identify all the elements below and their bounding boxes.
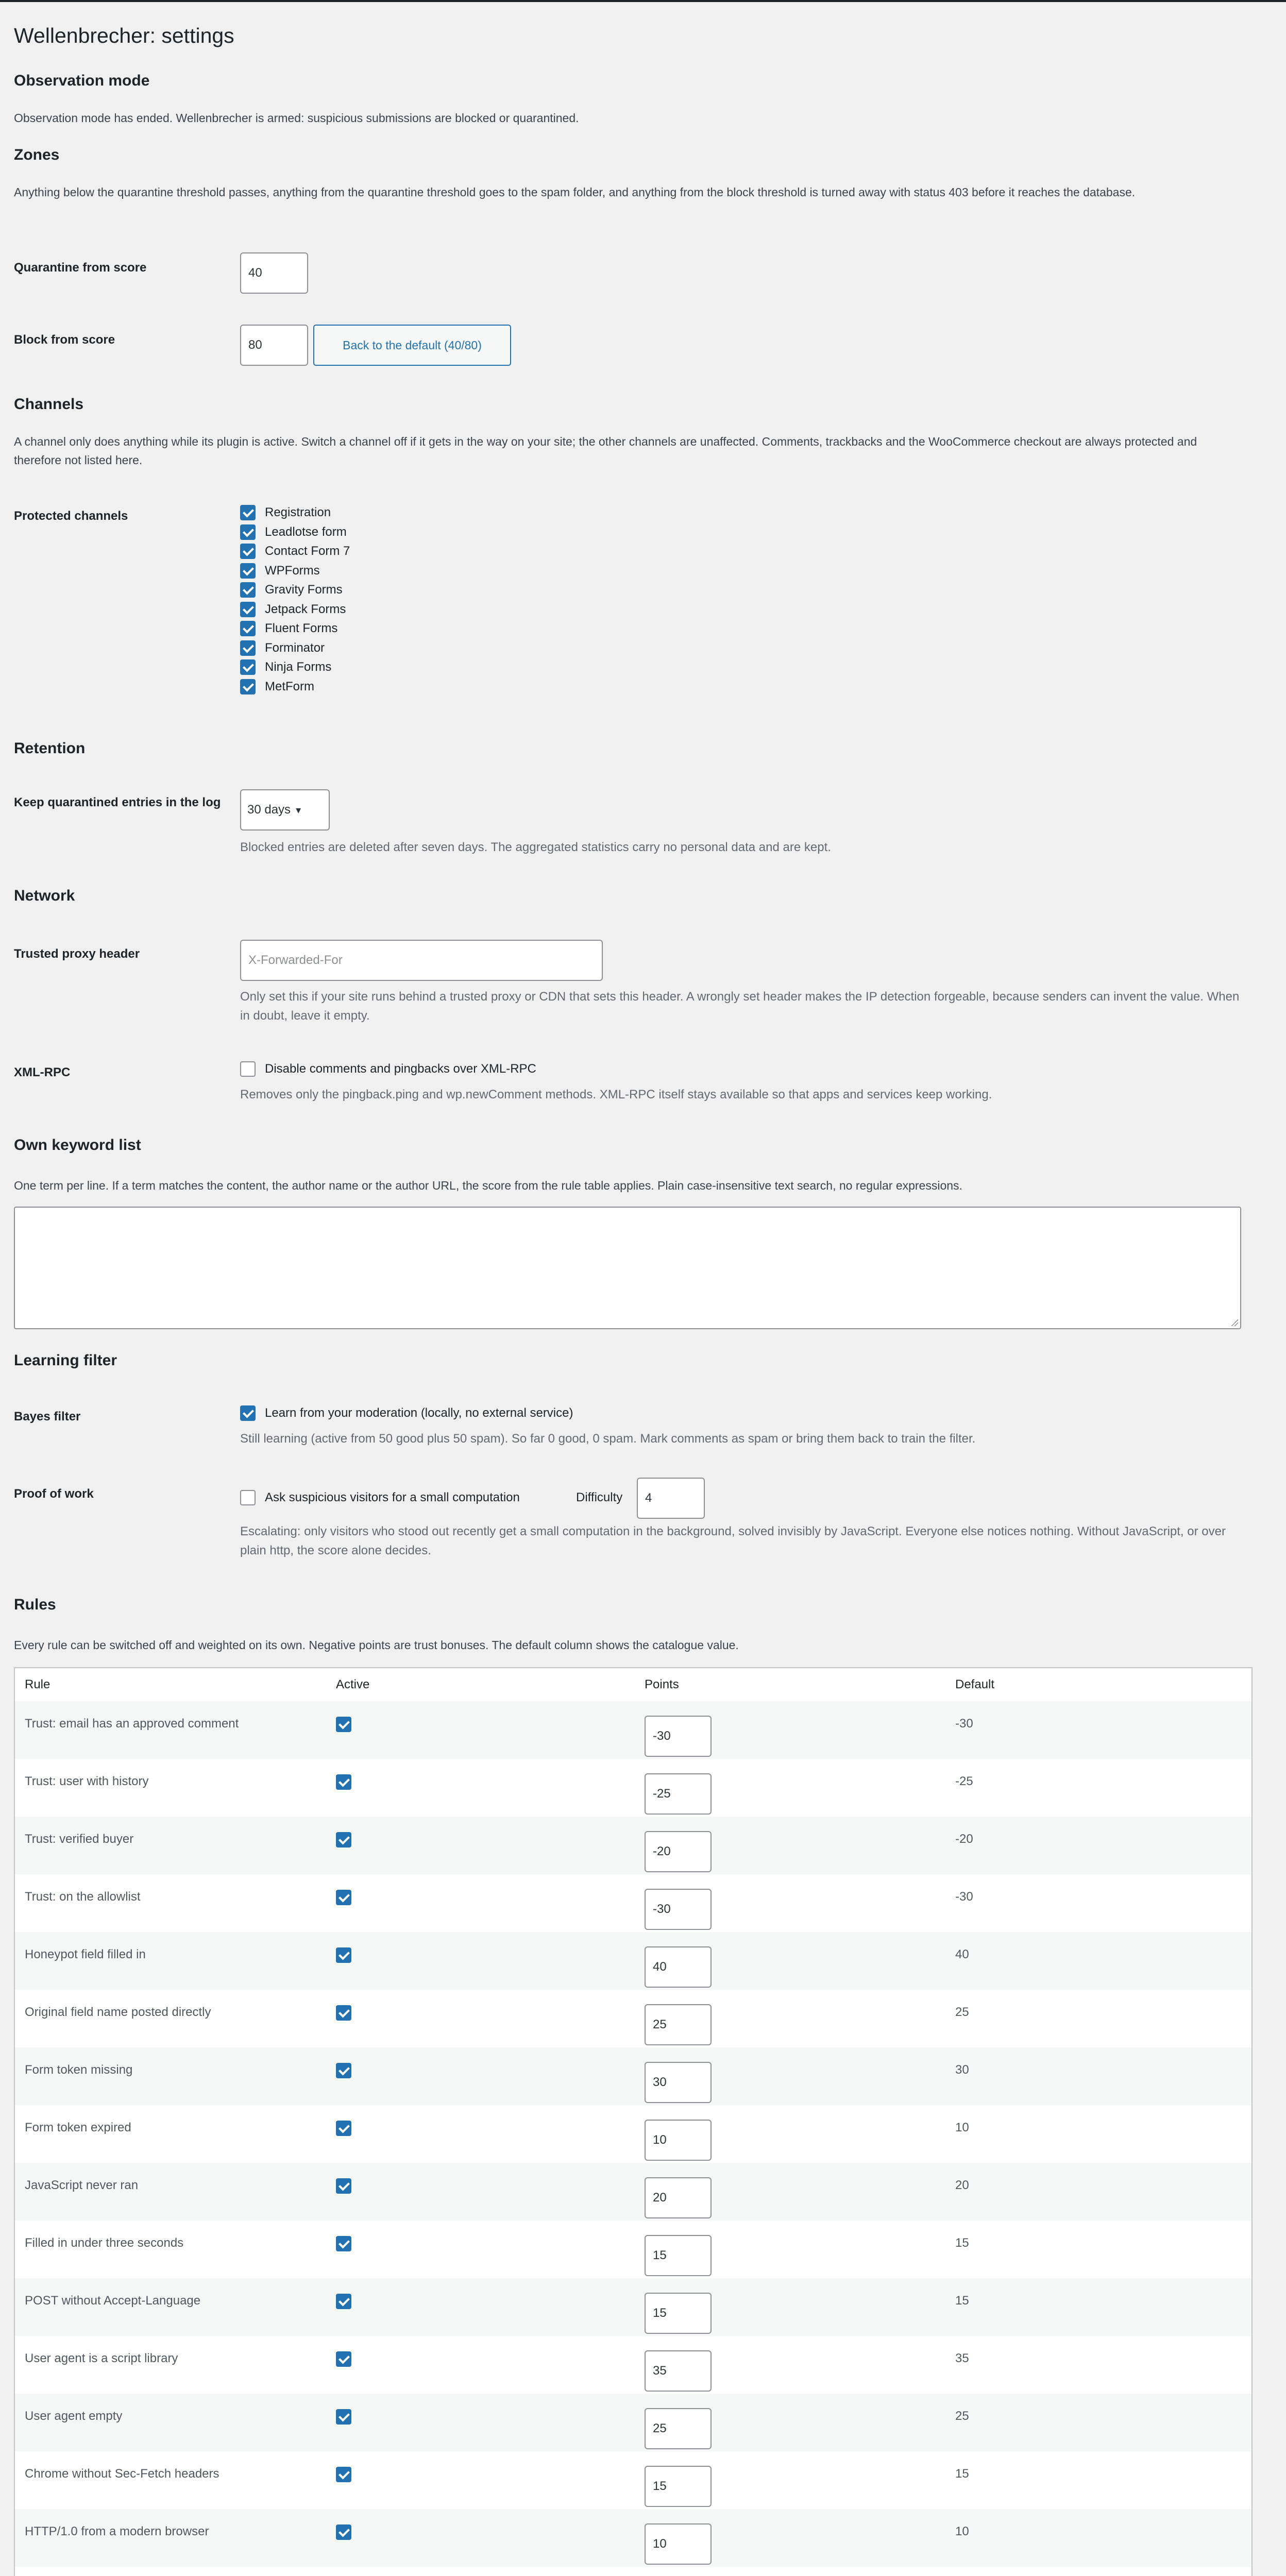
rule-active-checkbox[interactable]	[336, 2178, 351, 2194]
rule-default-value: 25	[955, 2409, 969, 2423]
channel-checkbox[interactable]	[240, 640, 256, 656]
rule-active-checkbox[interactable]	[336, 2236, 351, 2251]
rule-active-checkbox[interactable]	[336, 1774, 351, 1790]
retention-label: Keep quarantined entries in the log	[14, 795, 221, 809]
table-row	[15, 1874, 1251, 1932]
column-header-points: Points	[645, 1677, 679, 1691]
rule-points-input[interactable]: 25	[645, 2004, 712, 2045]
table-row	[15, 1990, 1251, 2047]
admin-top-bar	[0, 0, 1286, 2]
rule-name: Filled in under three seconds	[25, 2236, 184, 2250]
rule-name: Honeypot field filled in	[25, 1947, 146, 1961]
channel-label: Forminator	[265, 641, 325, 655]
rule-active-checkbox[interactable]	[336, 2351, 351, 2367]
rule-name: Original field name posted directly	[25, 2005, 211, 2019]
rule-default-value: 35	[955, 2351, 969, 2365]
observation-text: Observation mode has ended. Wellenbrecher is armed: suspicious submissions are blocked or quarantined.	[14, 111, 579, 125]
bayes-checkbox[interactable]	[240, 1405, 256, 1421]
rule-points-input[interactable]: -25	[645, 1773, 712, 1815]
rule-points-input[interactable]: 15	[645, 2293, 712, 2334]
xmlrpc-checkbox-label: Disable comments and pingbacks over XML-RPC	[265, 1062, 536, 1076]
table-row	[15, 1759, 1251, 1817]
pow-checkbox-label: Ask suspicious visitors for a small computation	[265, 1490, 520, 1504]
network-heading: Network	[14, 887, 75, 904]
table-row	[15, 2567, 1251, 2576]
channel-checkbox[interactable]	[240, 659, 256, 675]
rule-default-value: 25	[955, 2005, 969, 2019]
rule-active-checkbox[interactable]	[336, 1947, 351, 1963]
proxy-description: Only set this if your site runs behind a trusted proxy or CDN that sets this header. A wrongly set header makes the IP detection forgeable, because senders can invent the value. When in doubt, leave it empty.	[240, 990, 1240, 1023]
pow-checkbox[interactable]	[240, 1490, 256, 1505]
rule-default-value: 40	[955, 1947, 969, 1961]
rule-default-value: -30	[955, 1717, 973, 1731]
rule-default-value: 10	[955, 2524, 969, 2538]
zones-heading: Zones	[14, 146, 60, 163]
quarantine-score-input[interactable]: 40	[240, 252, 308, 294]
keyword-list-textarea[interactable]	[14, 1207, 1241, 1329]
rules-heading: Rules	[14, 1596, 56, 1613]
difficulty-label: Difficulty	[576, 1490, 623, 1504]
quarantine-label: Quarantine from score	[14, 261, 147, 275]
proxy-label: Trusted proxy header	[14, 947, 140, 961]
rules-table-header	[15, 1668, 1251, 1702]
column-header-rule: Rule	[25, 1677, 50, 1691]
channel-label: Jetpack Forms	[265, 602, 346, 616]
rule-points-input[interactable]: 20	[645, 2177, 712, 2218]
retention-select[interactable]	[240, 789, 330, 831]
rule-default-value: 10	[955, 2121, 969, 2134]
rule-active-checkbox[interactable]	[336, 2409, 351, 2425]
pow-label: Proof of work	[14, 1487, 94, 1501]
rule-name: Trust: verified buyer	[25, 1832, 134, 1846]
table-row	[15, 2509, 1251, 2567]
keywords-heading: Own keyword list	[14, 1137, 141, 1154]
bayes-label: Bayes filter	[14, 1410, 81, 1423]
rule-active-checkbox[interactable]	[336, 2005, 351, 2021]
table-row	[15, 2394, 1251, 2451]
channel-checkbox[interactable]	[240, 621, 256, 636]
rule-default-value: 20	[955, 2178, 969, 2192]
column-header-default: Default	[955, 1677, 995, 1691]
rule-points-input[interactable]: 40	[645, 1946, 712, 1988]
proxy-header-input[interactable]: X-Forwarded-For	[240, 940, 603, 981]
channel-label: WPForms	[265, 564, 320, 578]
rule-active-checkbox[interactable]	[336, 2467, 351, 2482]
rule-active-checkbox[interactable]	[336, 2294, 351, 2309]
rule-points-input[interactable]: -20	[645, 1831, 712, 1872]
rule-name: Chrome without Sec-Fetch headers	[25, 2467, 219, 2481]
difficulty-input[interactable]: 4	[637, 1478, 705, 1519]
rule-name: Form token missing	[25, 2063, 133, 2077]
channel-checkbox[interactable]	[240, 544, 256, 559]
resize-handle-icon[interactable]	[1231, 1319, 1238, 1326]
rule-points-input[interactable]: -30	[645, 1889, 712, 1930]
channels-text: A channel only does anything while its plugin is active. Switch a channel off if it gets in the way on your site; the other channels are unaffected. Comments, trackbacks and the WooCommerce checkout are always protected and therefore not listed here.	[14, 435, 1197, 467]
table-row	[15, 1701, 1251, 1759]
rule-default-value: 15	[955, 2236, 969, 2250]
block-label: Block from score	[14, 333, 115, 347]
channels-heading: Channels	[14, 396, 84, 413]
xmlrpc-label: XML-RPC	[14, 1065, 71, 1079]
table-row	[15, 2451, 1251, 2509]
channel-label: Gravity Forms	[265, 583, 343, 597]
bayes-checkbox-label: Learn from your moderation (locally, no external service)	[265, 1406, 573, 1420]
channel-checkbox[interactable]	[240, 505, 256, 520]
channel-checkbox[interactable]	[240, 679, 256, 694]
rule-name: POST without Accept-Language	[25, 2294, 201, 2308]
rule-active-checkbox[interactable]	[336, 2121, 351, 2136]
xmlrpc-checkbox[interactable]	[240, 1061, 256, 1077]
learning-heading: Learning filter	[14, 1352, 117, 1369]
channel-checkbox[interactable]	[240, 582, 256, 598]
rule-default-value: 30	[955, 2063, 969, 2077]
rules-text: Every rule can be switched off and weighted on its own. Negative points are trust bonuses. The default column shows the catalogue value.	[14, 1638, 739, 1652]
rule-name: Trust: email has an approved comment	[25, 1717, 239, 1731]
column-header-active: Active	[336, 1677, 370, 1691]
channel-label: Ninja Forms	[265, 660, 332, 674]
chevron-down-icon: ▾	[296, 804, 301, 816]
rule-default-value: 15	[955, 2294, 969, 2308]
pow-description: Escalating: only visitors who stood out recently get a small computation in the background, solved invisibly by JavaScript. Everyone else notices nothing. Without JavaScript, or over plain http, the score alone decides.	[240, 1524, 1226, 1558]
rule-points-input[interactable]: -30	[645, 1716, 712, 1757]
rule-active-checkbox[interactable]	[336, 2063, 351, 2078]
page-title: Wellenbrecher: settings	[14, 24, 234, 47]
retention-heading: Retention	[14, 740, 86, 757]
rule-name: Form token expired	[25, 2121, 131, 2134]
reset-default-button[interactable]: Back to the default (40/80)	[313, 325, 511, 366]
table-row	[15, 2163, 1251, 2221]
table-row	[15, 1932, 1251, 1990]
channel-label: Leadlotse form	[265, 525, 347, 539]
rule-name: Trust: on the allowlist	[25, 1890, 141, 1904]
rule-active-checkbox[interactable]	[336, 1890, 351, 1905]
rules-table	[14, 1667, 1253, 2576]
rule-points-input[interactable]: 30	[645, 2062, 712, 2103]
channel-label: Contact Form 7	[265, 544, 350, 558]
rule-name: User agent empty	[25, 2409, 123, 2423]
rule-default-value: -25	[955, 1774, 973, 1788]
rule-points-input[interactable]: 10	[645, 2523, 712, 2565]
rule-default-value: -20	[955, 1832, 973, 1846]
retention-description: Blocked entries are deleted after seven days. The aggregated statistics carry no personal data and are kept.	[240, 840, 831, 854]
channel-label: Registration	[265, 505, 331, 519]
table-row	[15, 2336, 1251, 2394]
keywords-text: One term per line. If a term matches the content, the author name or the author URL, the score from the rule table applies. Plain case-insensitive text search, no regular expressions.	[14, 1179, 962, 1192]
table-row	[15, 2278, 1251, 2336]
rule-points-input[interactable]: 25	[645, 2408, 712, 2449]
rule-points-input[interactable]: 15	[645, 2235, 712, 2276]
channel-label: MetForm	[265, 680, 314, 693]
table-row	[15, 1817, 1251, 1874]
rule-name: Trust: user with history	[25, 1774, 149, 1788]
rule-name: User agent is a script library	[25, 2351, 178, 2365]
protected-channels-label: Protected channels	[14, 509, 128, 523]
xmlrpc-description: Removes only the pingback.ping and wp.newComment methods. XML-RPC itself stays available so that apps and services keep working.	[240, 1088, 992, 1101]
rule-name: HTTP/1.0 from a modern browser	[25, 2524, 209, 2538]
zones-text: Anything below the quarantine threshold passes, anything from the quarantine threshold goes to the spam folder, and anything from the block threshold is turned away with status 403 before it reaches the database.	[14, 185, 1136, 199]
rule-active-checkbox[interactable]	[336, 1832, 351, 1848]
rule-points-input[interactable]: 10	[645, 2120, 712, 2161]
rule-points-input[interactable]: 15	[645, 2466, 712, 2507]
channel-label: Fluent Forms	[265, 621, 338, 635]
rule-default-value: -30	[955, 1890, 973, 1904]
channel-checkbox[interactable]	[240, 563, 256, 579]
rule-active-checkbox[interactable]	[336, 1717, 351, 1732]
table-row	[15, 2221, 1251, 2278]
rule-name: JavaScript never ran	[25, 2178, 139, 2192]
table-row	[15, 2105, 1251, 2163]
table-row	[15, 2047, 1251, 2105]
channel-checkbox[interactable]	[240, 602, 256, 617]
rule-default-value: 15	[955, 2467, 969, 2481]
block-score-input[interactable]: 80	[240, 325, 308, 366]
bayes-description: Still learning (active from 50 good plus 50 spam). So far 0 good, 0 spam. Mark comments as spam or bring them back to train the filter.	[240, 1432, 976, 1446]
rule-points-input[interactable]: 35	[645, 2350, 712, 2392]
rule-active-checkbox[interactable]	[336, 2524, 351, 2540]
retention-select-value: 30 days	[247, 803, 291, 817]
observation-heading: Observation mode	[14, 72, 150, 89]
channel-checkbox[interactable]	[240, 524, 256, 540]
